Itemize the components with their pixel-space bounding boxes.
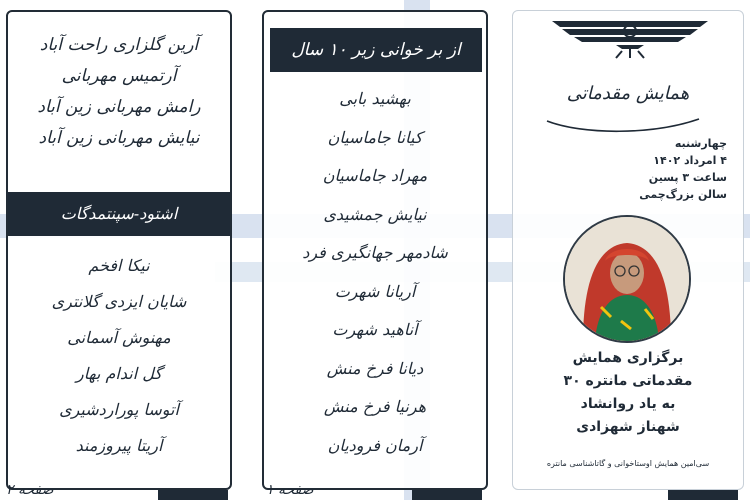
- event-line: مقدماتی مانتره ۳۰: [563, 373, 693, 389]
- list-item: آریتا پیروزمند: [75, 436, 163, 455]
- page-label: صفحه ۲: [6, 482, 54, 498]
- list-item: آریانا شهرت: [334, 281, 416, 301]
- page-label: صفحه ۱: [266, 482, 314, 498]
- title-flourish: [543, 115, 703, 135]
- list-item: مهنوش آسمانی: [67, 328, 171, 347]
- list-item: بهشید بابی: [339, 89, 411, 108]
- faravahar-icon: [550, 15, 710, 59]
- sponsor-line: سی‌امین همایش اوستاخوانی و گاتاشناسی مانتره: [546, 459, 710, 468]
- list-item: گل اندام بهار: [76, 364, 162, 383]
- list-item: کیانا جاماسیان: [327, 127, 423, 147]
- names-list: [264, 80, 486, 465]
- event-day: چهارشنبه: [674, 137, 727, 150]
- footer-logo-mark: [412, 490, 482, 500]
- list-item: نیایش مهربانی زین آباد: [38, 128, 200, 148]
- page-1-panel: [262, 10, 488, 490]
- cover-panel: [512, 10, 744, 490]
- list-item: آناهید شهرت: [332, 320, 418, 339]
- names-list-top: [8, 30, 230, 154]
- list-item: شادمهر جهانگیری فرد: [302, 243, 448, 262]
- event-time: ساعت ۳ پسین: [648, 171, 727, 184]
- event-info: [567, 135, 727, 203]
- event-date: ۴ امرداد ۱۴۰۲: [653, 154, 727, 167]
- section-title: اشتود-سپنتمدگات: [8, 192, 230, 236]
- page-2-panel: [6, 10, 232, 490]
- list-item: نیکا افخم: [88, 256, 150, 275]
- list-item: آرمان فرودیان: [327, 435, 423, 455]
- section-title: از بر خوانی زیر ۱۰ سال: [270, 28, 482, 72]
- names-list-bottom: [8, 248, 230, 464]
- list-item: دیانا فرخ منش: [326, 358, 424, 378]
- list-item: شایان ایزدی گلانتری: [51, 292, 187, 311]
- event-venue: سالن بزرگ‌چمی: [639, 188, 727, 201]
- footer-logo-mark: [668, 490, 738, 500]
- list-item: رامش مهربانی زین آباد: [37, 97, 201, 117]
- list-item: آرتمیس مهربانی: [61, 66, 177, 86]
- list-item: مهراد جاماسیان: [322, 166, 428, 185]
- event-line: شهناز شهزادی: [576, 419, 680, 435]
- portrait-photo: [563, 215, 691, 343]
- event-line: به یاد روانشاد: [580, 396, 676, 412]
- event-line: برگزاری همایش: [572, 350, 684, 366]
- list-item: آرین گلزاری راحت آباد: [39, 35, 199, 55]
- list-item: هرنیا فرخ منش: [323, 397, 427, 416]
- footer-logo-mark: [158, 490, 228, 500]
- event-description: [513, 347, 743, 439]
- page-title: همایش مقدماتی: [566, 83, 690, 104]
- list-item: نیایش جمشیدی: [323, 204, 427, 224]
- list-item: آتوسا پوراردشیری: [59, 400, 179, 419]
